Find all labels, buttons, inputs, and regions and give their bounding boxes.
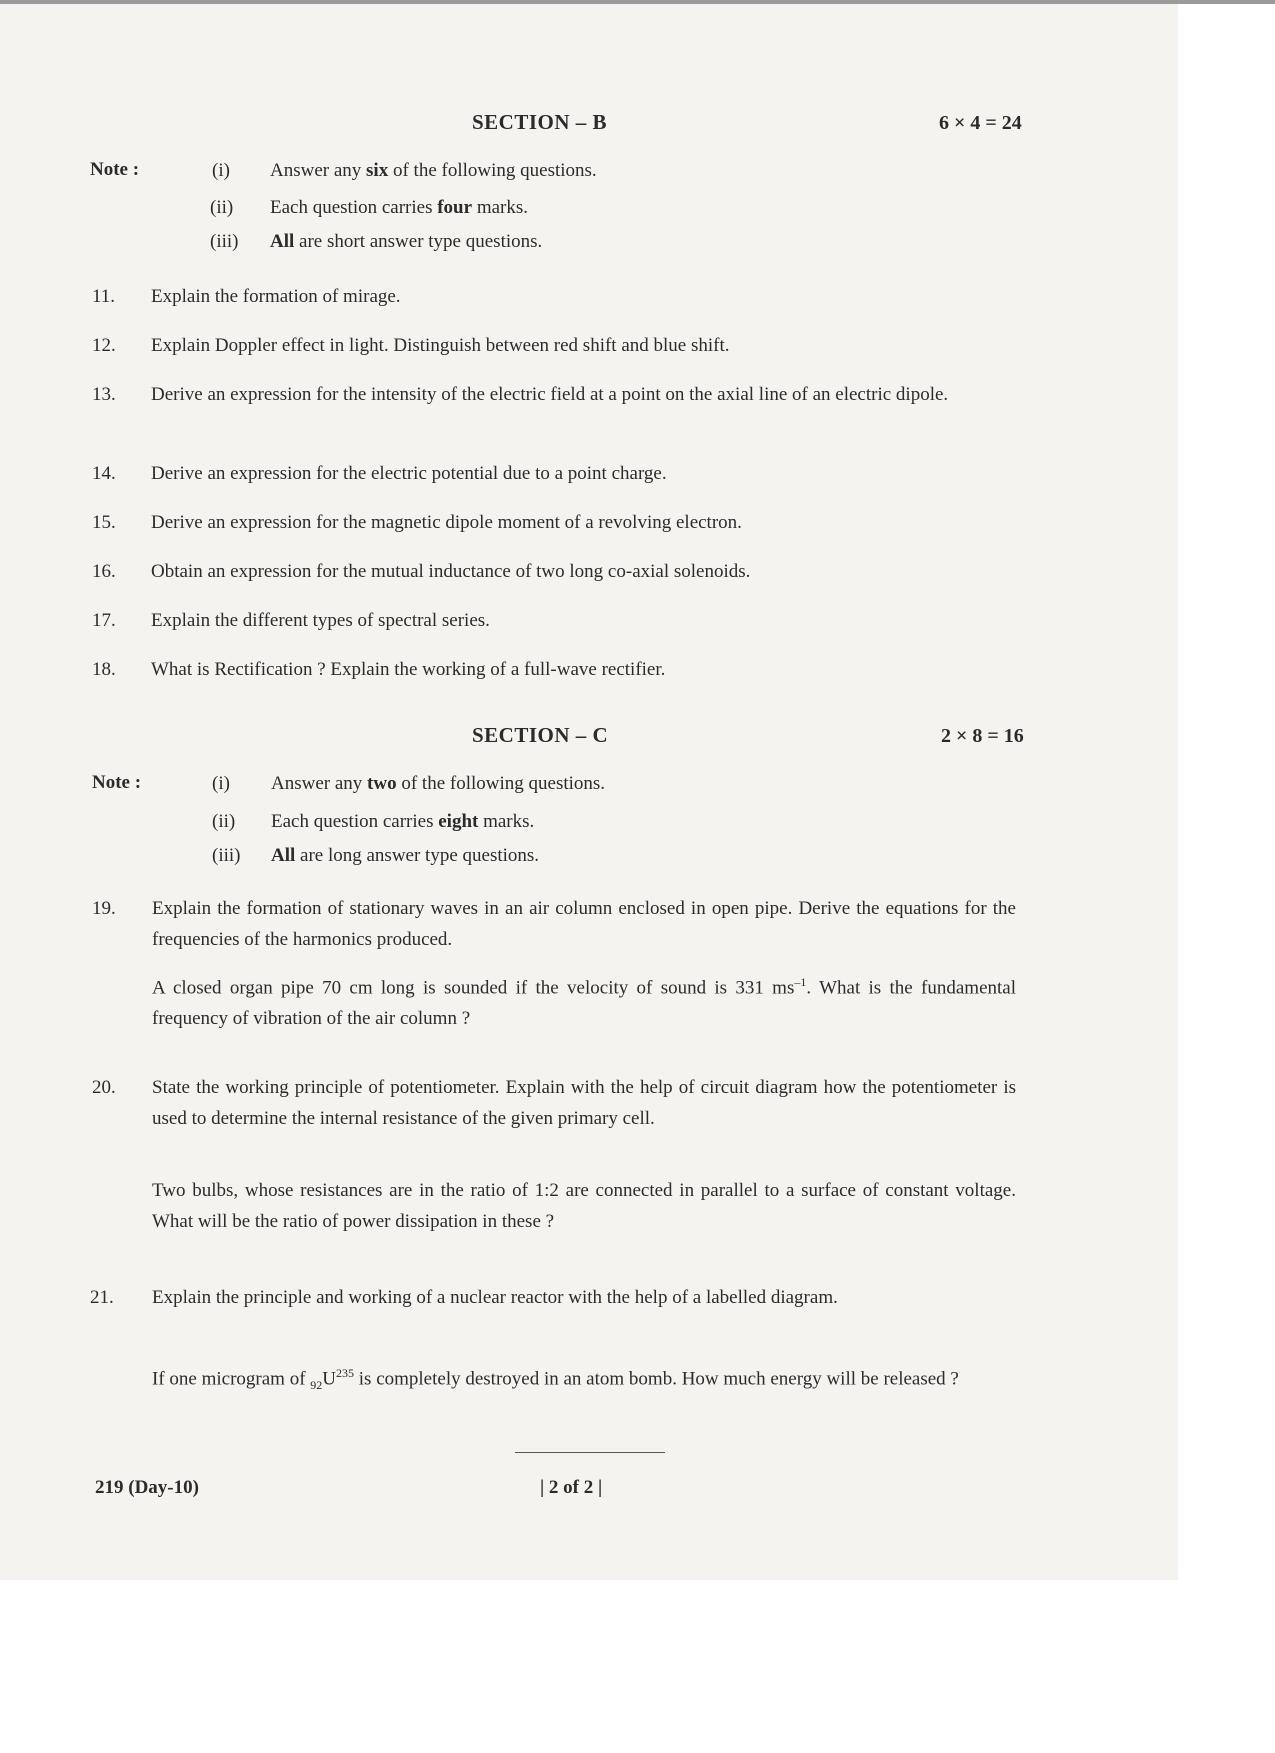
question-numerical: Two bulbs, whose resistances are in the ratio of 1:2 are connected in parallel to a surface of constant voltage. What will be the ratio of power dissipation in these ? bbox=[152, 1180, 1016, 1232]
question-text: State the working principle of potentiometer. Explain with the help of circuit diagram how the potentiometer is used to determine the internal resistance of the given primary cell. bbox=[152, 1077, 1016, 1129]
section-c-title: SECTION – C bbox=[472, 723, 609, 747]
note-number: (ii) bbox=[210, 197, 234, 218]
question-number: 14. bbox=[92, 463, 116, 484]
question-number: 16. bbox=[92, 561, 116, 582]
scan-edge bbox=[0, 0, 1275, 4]
note-text: Each question carries four marks. bbox=[270, 197, 528, 218]
section-c-marks: 2 × 8 = 16 bbox=[941, 725, 1024, 747]
section-b-marks: 6 × 4 = 24 bbox=[939, 112, 1022, 134]
question-text: Explain the different types of spectral series. bbox=[151, 610, 490, 631]
footer-divider bbox=[515, 1452, 665, 1453]
question-number: 15. bbox=[92, 512, 116, 533]
note-text: Answer any two of the following questions. bbox=[271, 773, 606, 794]
paper-code: 219 (Day-10) bbox=[95, 1477, 199, 1498]
question-number: 21. bbox=[90, 1287, 114, 1308]
question-numerical: A closed organ pipe 70 cm long is sounded if the velocity of sound is 331 $ms^{-1}$. What is the fundamental frequency of vibration of the air column ? bbox=[152, 975, 1016, 1030]
note-text: All are long answer type questions. bbox=[271, 845, 540, 866]
note-number: (iii) bbox=[210, 231, 239, 252]
note-number: (i) bbox=[212, 773, 230, 794]
note-text: All are short answer type questions. bbox=[270, 231, 543, 252]
question-number: 18. bbox=[92, 659, 116, 680]
question-text: Derive an expression for the intensity of the electric field at a point on the axial line of an electric dipole. bbox=[151, 384, 949, 405]
question-number: 13. bbox=[92, 384, 116, 405]
note-text: Answer any six of the following questions. bbox=[270, 160, 597, 181]
note-number: (i) bbox=[212, 160, 230, 181]
question-text: Derive an expression for the magnetic dipole moment of a revolving electron. bbox=[151, 512, 742, 533]
section-b-note-label: Note : bbox=[90, 159, 140, 180]
question-text: Explain the formation of stationary waves in an air column enclosed in open pipe. Derive the equations for the frequencies of the harmonics produced. bbox=[152, 898, 1016, 950]
question-text: Obtain an expression for the mutual inductance of two long co-axial solenoids. bbox=[151, 561, 751, 582]
question-text: Explain Doppler effect in light. Distinguish between red shift and blue shift. bbox=[151, 335, 730, 356]
note-number: (ii) bbox=[212, 811, 236, 832]
question-number: 20. bbox=[92, 1077, 116, 1098]
note-text: Each question carries eight marks. bbox=[271, 811, 535, 832]
question-text: What is Rectification ? Explain the working of a full-wave rectifier. bbox=[151, 659, 666, 680]
section-c-note-label: Note : bbox=[92, 772, 142, 793]
question-numerical: If one microgram of $_{92}U^{235}$ is completely destroyed in an atom bomb. How much energy will be released ? bbox=[152, 1366, 959, 1393]
question-number: 12. bbox=[92, 335, 116, 356]
question-number: 17. bbox=[92, 610, 116, 631]
page-number: | 2 of 2 | bbox=[540, 1477, 603, 1498]
note-number: (iii) bbox=[212, 845, 241, 866]
question-number: 11. bbox=[92, 286, 116, 307]
question-text: Explain the principle and working of a nuclear reactor with the help of a labelled diagram. bbox=[152, 1287, 838, 1308]
question-number: 19. bbox=[92, 898, 116, 919]
section-b-title: SECTION – B bbox=[472, 110, 608, 134]
question-text: Explain the formation of mirage. bbox=[151, 286, 401, 307]
question-text: Derive an expression for the electric potential due to a point charge. bbox=[151, 463, 667, 484]
